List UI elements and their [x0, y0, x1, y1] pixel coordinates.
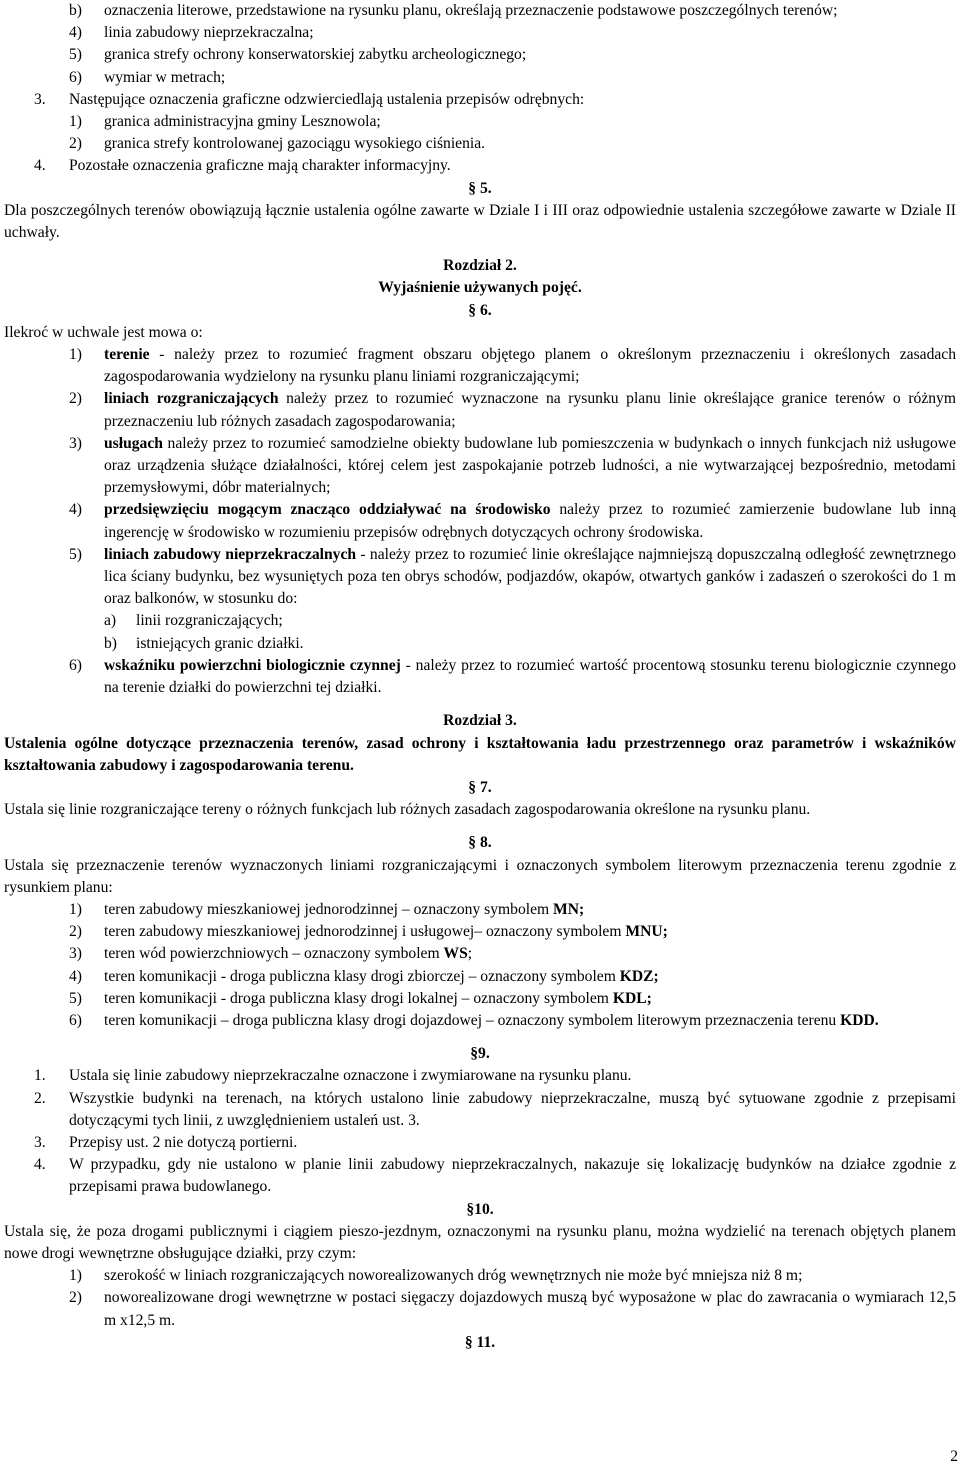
defined-term: przedsięwzięciu mogącym znacząco oddziaływać na środowisko	[104, 501, 551, 519]
definition-item: 5) liniach zabudowy nieprzekraczalnych - należy przez to rozumieć linie określające najmniejszą dopuszczalną odległość zewnętrznego lica ściany budynku, bez wysuniętych poza ten obrys schodów, podjazdów, okapów, otwartych ganków i zadaszeń o szerokości do 1 m oraz balkonów, w stosunku do:	[69, 545, 956, 608]
chapter-title: Rozdział 3.	[443, 712, 517, 730]
definition-item: 2) liniach rozgraniczających należy przez to rozumieć wyznaczone na rysunku planu linie określające granice terenów o różnym przeznaczeniu lub różnych zasadach zagospodarowania;	[69, 390, 956, 430]
sub-item: b) istniejących granic działki.	[104, 634, 304, 652]
list-item: 5) teren komunikacji - droga publiczna klasy drogi lokalnej – oznaczony symbolem KDL;	[69, 989, 652, 1007]
defined-term: usługach	[104, 434, 163, 452]
sub-item: a) linii rozgraniczających;	[104, 612, 283, 630]
paragraph-4: 4. Pozostałe oznaczenia graficzne mają charakter informacyjny.	[34, 157, 451, 175]
document-page	[4, 0, 956, 1354]
list-item: 4) teren komunikacji - droga publiczna klasy drogi zbiorczej – oznaczony symbolem KDZ;	[69, 967, 659, 985]
section-heading: § 11.	[464, 1333, 496, 1351]
section-intro: Ustala się, że poza drogami publicznymi i ciągiem pieszo-jezdnym, oznaczonymi na rysunku planu, można wydzielić na terenach objętych planem nowe drogi wewnętrzne obsługujące działki, przy czym:	[4, 1222, 956, 1262]
defined-term: wskaźniku powierzchni biologicznie czynnej	[104, 656, 401, 674]
page-number: 2	[950, 1447, 958, 1465]
section-intro: Ilekroć w uchwale jest mowa o:	[4, 323, 203, 341]
list-item: 1) szerokość w liniach rozgraniczających noworealizowanych dróg wewnętrznych nie może być mniejsza niż 8 m;	[69, 1267, 803, 1285]
section-heading: § 5.	[468, 179, 492, 197]
list-item: 5) granica strefy ochrony konserwatorskiej zabytku archeologicznego;	[69, 46, 527, 64]
section-intro: Ustala się przeznaczenie terenów wyznaczonych liniami rozgraniczającymi i oznaczonych symbolem literowym przeznaczenia terenu zgodnie z rysunkiem planu:	[4, 856, 956, 896]
paragraph-3: 3. Następujące oznaczenia graficzne odzwierciedlają ustalenia przepisów odrębnych:	[34, 90, 585, 108]
list-item: 6) wymiar w metrach;	[69, 68, 226, 86]
section-heading: §9.	[470, 1045, 490, 1063]
definition-item: 3) usługach należy przez to rozumieć samodzielne obiekty budowlane lub pomieszczenia w budynkach o innych funkcjach niż usługowe oraz urządzenia służące działalności, której celem jest zaspokajanie potrzeb ludności, a nie wytwarzającej bezpośrednio, metodami przemysłowymi, dóbr materialnych;	[69, 434, 956, 497]
section-text: Dla poszczególnych terenów obowiązują łącznie ustalenia ogólne zawarte w Dziale I i III oraz odpowiednie ustalenia szczegółowe zawarte w Dziale II uchwały.	[4, 201, 956, 242]
chapter-title: Rozdział 2.	[443, 257, 517, 275]
chapter-subtitle: Ustalenia ogólne dotyczące przeznaczenia terenów, zasad ochrony i kształtowania ładu przestrzennego oraz parametrów i wskaźników kształtowania zabudowy i zagospodarowania terenu.	[4, 734, 956, 774]
definition-item: 4) przedsięwzięciu mogącym znacząco oddziaływać na środowisko należy przez to rozumieć zamierzenie budowlane lub inną ingerencję w środowisko w rozumieniu przepisów odrębnych dotyczących ochrony środowiska.	[69, 501, 957, 541]
chapter-subtitle: Wyjaśnienie używanych pojęć.	[378, 279, 582, 297]
list-item: 1) granica administracyjna gminy Lesznowola;	[69, 113, 381, 131]
list-item: 3. Przepisy ust. 2 nie dotyczą portierni.	[34, 1133, 298, 1151]
defined-term: liniach rozgraniczających	[104, 390, 279, 408]
list-item: 1. Ustala się linie zabudowy nieprzekraczalne oznaczone i zwymiarowane na rysunku planu.	[34, 1067, 632, 1085]
section-heading: § 6.	[468, 301, 492, 319]
defined-term: terenie	[104, 346, 150, 364]
section-text: Ustala się linie rozgraniczające tereny o różnych funkcjach lub różnych zasadach zagospodarowania określone na rysunku planu.	[4, 801, 811, 819]
list-item: 2) teren zabudowy mieszkaniowej jednorodzinnej i usługowej– oznaczony symbolem MNU;	[69, 923, 668, 941]
list-item: 4. W przypadku, gdy nie ustalono w planie linii zabudowy nieprzekraczalnych, nakazuje się lokalizację budynków na działce zgodnie z przepisami prawa budowlanego.	[34, 1156, 956, 1196]
list-item: 6) teren komunikacji – droga publiczna klasy drogi dojazdowej – oznaczony symbolem literowym przeznaczenia terenu KDD.	[69, 1011, 879, 1029]
list-item: 3) teren wód powierzchniowych – oznaczony symbolem WS;	[69, 945, 473, 963]
list-item: b) oznaczenia literowe, przedstawione na rysunku planu, określają przeznaczenie podstawowe poszczególnych terenów;	[69, 2, 838, 19]
definition-item: 6) wskaźniku powierzchni biologicznie czynnej - należy przez to rozumieć wartość procentową stosunku terenu biologicznie czynnego na terenie działki do powierzchni tej działki.	[69, 656, 956, 697]
section-heading: § 7.	[468, 778, 492, 796]
section-heading: § 8.	[468, 834, 492, 852]
list-item: 4) linia zabudowy nieprzekraczalna;	[69, 24, 314, 42]
list-item: 1) teren zabudowy mieszkaniowej jednorodzinnej – oznaczony symbolem MN;	[69, 900, 585, 918]
list-item: 2) granica strefy kontrolowanej gazociągu wysokiego ciśnienia.	[69, 135, 486, 153]
defined-term: liniach zabudowy nieprzekraczalnych	[104, 545, 357, 563]
list-item: 2) noworealizowane drogi wewnętrzne w postaci sięgaczy dojazdowych muszą być wyposażone w plac do zawracania o wymiarach 12,5 m x12,5 m.	[69, 1289, 956, 1329]
section-heading: §10.	[466, 1200, 494, 1218]
list-item: 2. Wszystkie budynki na terenach, na których ustalono linie zabudowy nieprzekraczalne, muszą być sytuowane zgodnie z przepisami dotyczącymi tych linii, z uwzględnieniem ustaleń ust. 3.	[34, 1089, 956, 1129]
definition-item: 1) terenie - należy przez to rozumieć fragment obszaru objętego planem o określonym przeznaczeniu i określonych zasadach zagospodarowania wydzielony na rysunku planu liniami rozgraniczającymi;	[69, 346, 956, 386]
